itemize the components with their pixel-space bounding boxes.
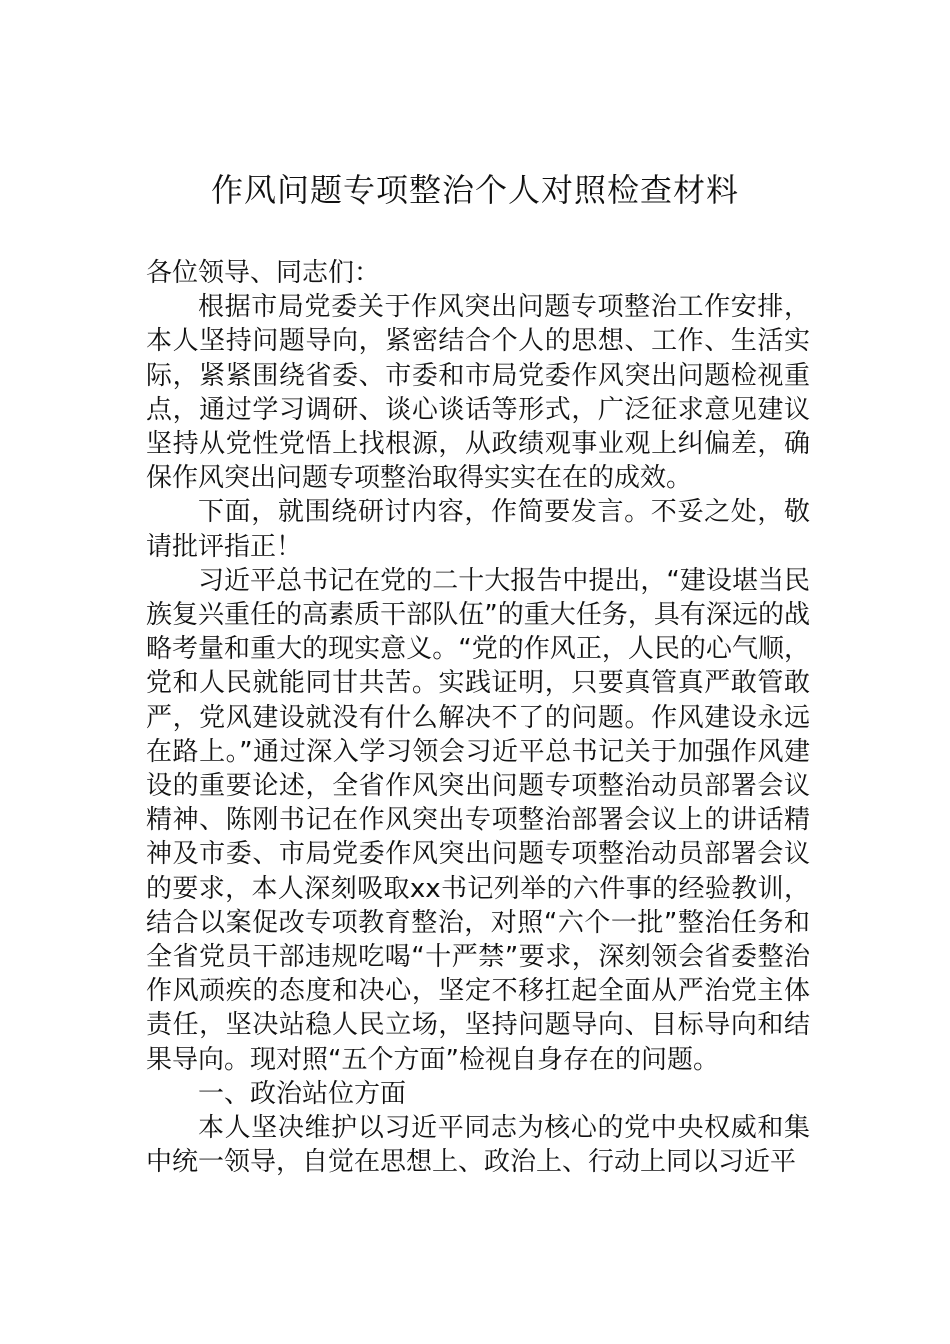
section-paragraph: 本人坚决维护以习近平同志为核心的党中央权威和集中统一领导，自觉在思想上、政治上、行动上同以习近平 (146, 1113, 810, 1178)
document-title: 作风问题专项整治个人对照检查材料 (210, 171, 739, 209)
paragraph-intro: 根据市局党委关于作风突出问题专项整治工作安排，本人坚持问题导向，紧密结合个人的思想、工作、生活实际，紧紧围绕省委、市委和市局党委作风突出问题检视重点，通过学习调研、谈心谈话等形式，广泛征求意见建议坚持从党性党悟上找根源，从政绩观事业观上纠偏差，确保作风突出问题专项整治取得实实在在的成效。 (146, 292, 810, 494)
section-heading: 一、政治站位方面 (198, 1078, 407, 1109)
document-body (146, 256, 810, 1179)
paragraph-background: 习近平总书记在党的二十大报告中提出，“建设堪当民族复兴重任的高素质干部队伍”的重大任务，具有深远的战略考量和重大的现实意义。“党的作风正，人民的心气顺，党和人民就能同甘共苦。实践证明，只要真管真严敢管敢严，党风建设就没有什么解决不了的问题。作风建设永远在路上。”通过深入学习领会习近平总书记关于加强作风建设的重要论述，全省作风突出问题专项整治动员部署会议精神、陈刚书记在作风突出专项整治部署会议上的讲话精神及市委、市局党委作风突出问题专项整治动员部署会议的要求，本人深刻吸取xx书记列举的六件事的经验教训，结合以案促改专项教育整治，对照“六个一批”整治任务和全省党员干部违规吃喝“十严禁”要求，深刻领会省委整治作风顽疾的态度和决心，坚定不移扛起全面从严治党主体责任，坚决站稳人民立场，坚持问题导向、目标导向和结果导向。现对照“五个方面”检视自身存在的问题。 (146, 565, 810, 1075)
salutation: 各位领导、同志们： (146, 258, 381, 288)
paragraph-preface: 下面，就围绕研讨内容，作简要发言。不妥之处，敬请批评指正！ (146, 497, 810, 562)
